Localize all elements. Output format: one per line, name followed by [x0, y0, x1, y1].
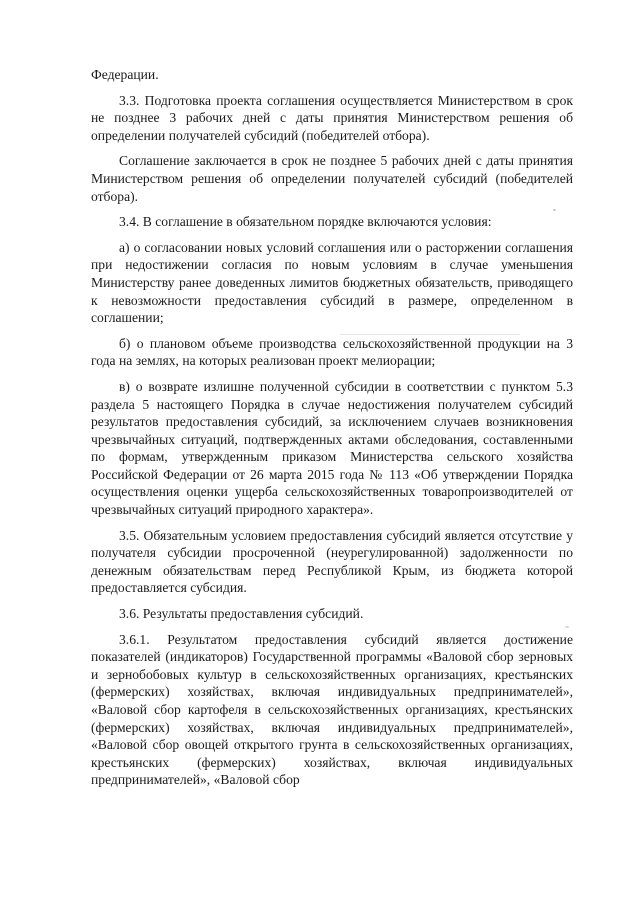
scan-artifact: [553, 209, 556, 211]
paragraph-condition-a: а) о согласовании новых условий соглашения или о расторжении соглашения при недостижении согласия по новым условиям в случае уменьшения Министерству ранее доведенных лимитов бюджетных обязательств, приводящего к невозможности предоставления субсидий в размере, определенном в соглашении;: [91, 239, 573, 326]
paragraph-3-4: 3.4. В соглашение в обязательном порядке включаются условия:: [119, 214, 492, 230]
paragraph-3-5: 3.5. Обязательным условием предоставления субсидий является отсутствие у получателя субсидии просроченной (неурегулированной) задолженности по денежным обязательствам перед Республикой Крым, из бюджета которой предоставляется субсидия.: [91, 527, 573, 596]
paragraph-agreement-term: Соглашение заключается в срок не позднее 5 рабочих дней с даты принятия Министерством решения об определении получателей субсидий (победителей отбора).: [91, 153, 573, 204]
paragraph-continuation: Федерации.: [91, 67, 159, 82]
paragraph-3-6: 3.6. Результаты предоставления субсидий.: [119, 606, 364, 622]
paragraph-3-6-1: 3.6.1. Результатом предоставления субсидий является достижение показателей (индикаторов) Государственной программы «Валовой сбор зерновых и зернобобовых культур в сельскохозяйственных организациях, крестьянских (фермерских) хозяйствах, включая индивидуальных предпринимателей», «Валовой сбор картофеля в сельскохозяйственных организациях, крестьянских (фермерских) хозяйствах, включая индивидуальных предпринимателей», «Валовой сбор овощей открытого грунта в сельскохозяйственных организациях, крестьянских (фермерских) хозяйствах, включая индивидуальных предпринимателей», «Валовой сбор: [91, 631, 573, 788]
scan-artifact: [565, 626, 569, 628]
paragraph-3-3: 3.3. Подготовка проекта соглашения осуществляется Министерством в срок не позднее 3 рабочих дней с даты принятия Министерством решения об определении получателей субсидий (победителей отбора).: [91, 92, 573, 143]
paragraph-condition-v: в) о возврате излишне полученной субсидии в соответствии с пунктом 5.3 раздела 5 настоящего Порядка в случае недостижения получателем субсидий результатов предоставления субсидий, за исключением случаев возникновения чрезвычайных ситуаций, подтвержденных актами обследования, составленными по формам, утвержденным приказом Министерства сельского хозяйства Российской Федерации от 26 марта 2015 года № 113 «Об утверждении Порядка осуществления оценки ущерба сельскохозяйственных товаропроизводителей от чрезвычайных ситуаций природного характера».: [91, 378, 573, 518]
document-body: [91, 66, 573, 789]
scan-artifact: [340, 334, 520, 335]
paragraph-condition-b: б) о плановом объеме производства сельскохозяйственной продукции на 3 года на землях, на которых реализован проект мелиорации;: [91, 335, 573, 369]
